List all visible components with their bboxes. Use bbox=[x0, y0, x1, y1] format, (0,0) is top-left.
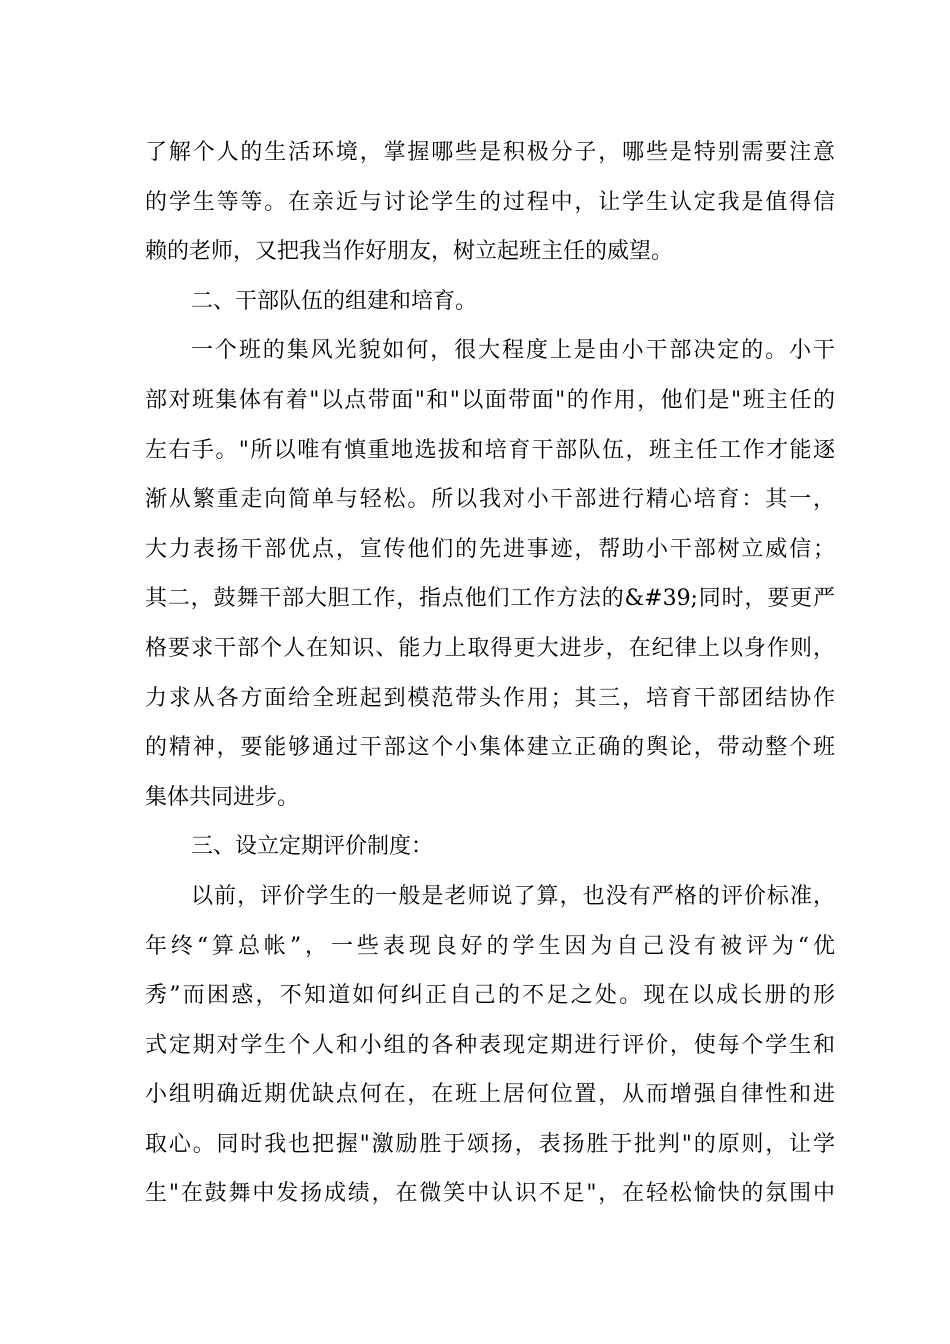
text-line: 其二，鼓舞干部大胆工作，指点他们工作方法的&#39;同时，要更严 bbox=[145, 586, 835, 612]
text-line: 生"在鼓舞中发扬成绩，在微笑中认识不足"，在轻松愉快的氛围中 bbox=[145, 1181, 835, 1207]
section-heading: 三、设立定期评价制度： bbox=[191, 834, 434, 860]
section-heading: 二、干部队伍的组建和培育。 bbox=[191, 288, 478, 314]
text-line: 以前，评价学生的一般是老师说了算，也没有严格的评价标准， bbox=[191, 883, 835, 909]
text-line: 年终“算总帐”，一些表现良好的学生因为自己没有被评为“优 bbox=[145, 933, 835, 959]
text-line: 集体共同进步。 bbox=[145, 784, 300, 810]
body-text bbox=[145, 128, 835, 1219]
text-line: 式定期对学生个人和小组的各种表现定期进行评价，使每个学生和 bbox=[145, 1032, 835, 1058]
text-line: 的精神，要能够通过干部这个小集体建立正确的舆论，带动整个班 bbox=[145, 735, 835, 761]
text-line: 的学生等等。在亲近与讨论学生的过程中，让学生认定我是值得信 bbox=[145, 189, 835, 215]
text-line: 取心。同时我也把握"激励胜于颂扬，表扬胜于批判"的原则，让学 bbox=[145, 1131, 835, 1157]
text-line: 秀”而困惑，不知道如何纠正自己的不足之处。现在以成长册的形 bbox=[145, 983, 835, 1009]
text-line: 格要求干部个人在知识、能力上取得更大进步，在纪律上以身作则， bbox=[145, 635, 835, 661]
text-line: 小组明确近期优缺点何在，在班上居何位置，从而增强自律性和进 bbox=[145, 1082, 835, 1108]
text-line: 力求从各方面给全班起到模范带头作用；其三，培育干部团结协作 bbox=[145, 685, 835, 711]
text-line: 大力表扬干部优点，宣传他们的先进事迹，帮助小干部树立威信； bbox=[145, 536, 835, 562]
text-line: 左右手。"所以唯有慎重地选拔和培育干部队伍，班主任工作才能逐 bbox=[145, 437, 835, 463]
text-line: 一个班的集风光貌如何，很大程度上是由小干部决定的。小干 bbox=[191, 338, 835, 364]
text-line: 赖的老师，又把我当作好朋友，树立起班主任的威望。 bbox=[145, 239, 674, 265]
text-line: 部对班集体有着"以点带面"和"以面带面"的作用，他们是"班主任的 bbox=[145, 387, 835, 413]
text-line: 了解个人的生活环境，掌握哪些是积极分子，哪些是特别需要注意 bbox=[145, 140, 835, 165]
text-line: 渐从繁重走向简单与轻松。所以我对小干部进行精心培育：其一， bbox=[145, 487, 835, 513]
